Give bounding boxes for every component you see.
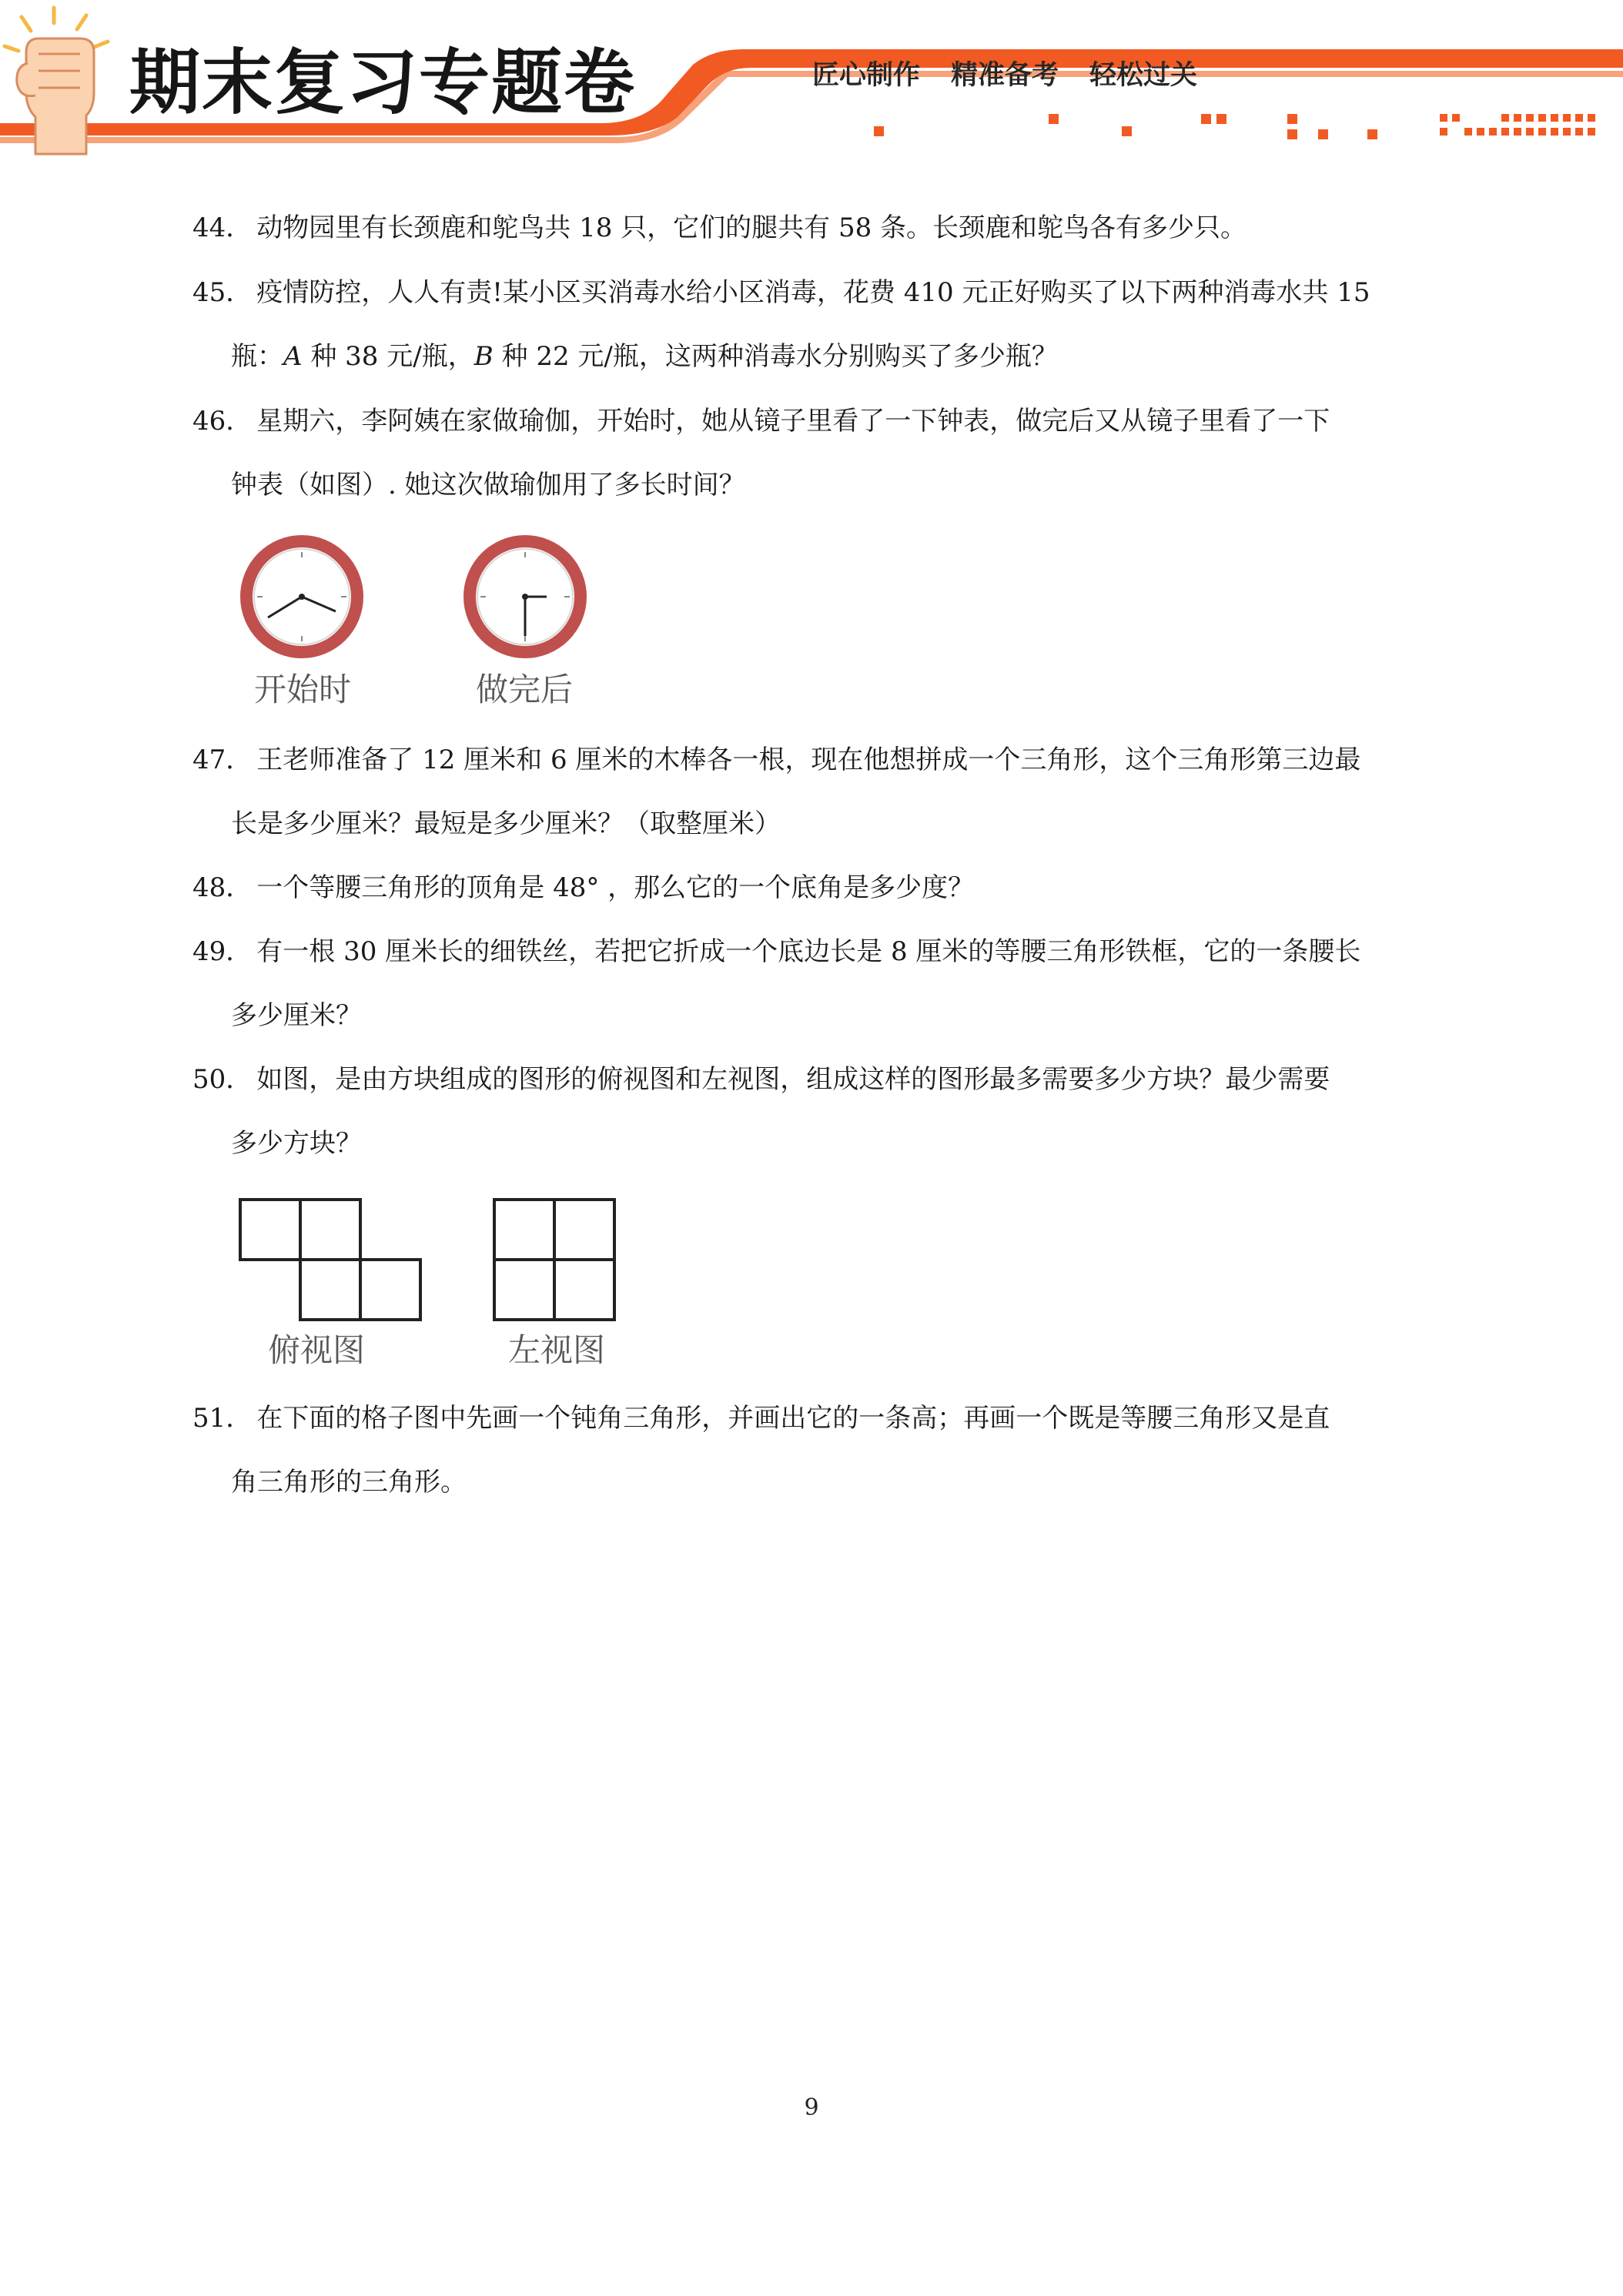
question-number: 49． [192, 936, 253, 967]
variable-b: B [474, 341, 494, 372]
question-50 [192, 1048, 1432, 1112]
question-text: 如图，是由方块组成的图形的俯视图和左视图，组成这样的图形最多需要多少方块？最少需要 [256, 1064, 1330, 1095]
question-text: 钟表（如图）. 她这次做瑜伽用了多长时间？ [231, 470, 745, 500]
question-45 [192, 261, 1432, 325]
top-view-label: 俯视图 [268, 1331, 366, 1369]
question-text: 种 38 元/瓶， [302, 341, 474, 372]
question-49 [192, 920, 1432, 984]
question-text: 动物园里有长颈鹿和鸵鸟共 18 只，它们的腿共有 58 条。长颈鹿和鸵鸟各有多少只。 [256, 213, 1247, 243]
question-50-line-2 [231, 1112, 1432, 1176]
question-text: 多少方块？ [231, 1128, 362, 1159]
header-slogan [812, 54, 1197, 97]
clock-end-icon [454, 531, 608, 670]
question-text: 种 22 元/瓶，这两种消毒水分别购买了多少瓶？ [493, 341, 1058, 372]
question-44 [192, 196, 1432, 260]
question-text: 星期六，李阿姨在家做瑜伽，开始时，她从镜子里看了一下钟表，做完后又从镜子里看了一下 [256, 406, 1330, 437]
clock-end-label: 做完后 [476, 671, 574, 708]
question-text-prefix: 瓶： [231, 341, 283, 372]
question-51-line-2 [231, 1451, 1432, 1514]
question-text: 多少厘米？ [231, 1000, 362, 1031]
slogan-3: 轻松过关 [1089, 59, 1198, 91]
question-number: 44． [192, 213, 253, 243]
question-number: 48． [192, 872, 253, 903]
question-number: 47． [192, 745, 253, 775]
decorative-squares [874, 114, 1595, 139]
page-number: 9 [804, 2094, 819, 2121]
question-number: 46． [192, 406, 253, 437]
variable-a: A [283, 341, 303, 372]
header-title: 期末复习专题卷 [129, 42, 637, 124]
question-45-line-2 [231, 325, 1432, 389]
question-number: 51． [192, 1403, 253, 1434]
clock-start-icon [231, 531, 385, 670]
question-text: 王老师准备了 12 厘米和 6 厘米的木棒各一根，现在他想拼成一个三角形，这个三角形第三边最 [256, 745, 1361, 775]
question-47-line-2 [231, 792, 1432, 856]
question-47 [192, 728, 1432, 792]
question-text: 有一根 30 厘米长的细铁丝，若把它折成一个底边长是 8 厘米的等腰三角形铁框，它的一条腰长 [256, 936, 1361, 967]
left-view-diagram [485, 1192, 624, 1330]
question-text: 在下面的格子图中先画一个钝角三角形，并画出它的一条高；再画一个既是等腰三角形又是直 [256, 1403, 1330, 1434]
clock-start-label: 开始时 [254, 671, 352, 708]
question-49-line-2 [231, 984, 1432, 1048]
question-number: 45． [192, 277, 253, 308]
top-view-diagram [231, 1192, 431, 1330]
question-text: 角三角形的三角形。 [231, 1467, 467, 1498]
question-number: 50． [192, 1064, 253, 1095]
question-48 [192, 856, 1432, 920]
page-header [0, 0, 1623, 169]
question-text: 长是多少厘米？最短是多少厘米？（取整厘米） [231, 808, 781, 839]
question-46-line-2 [231, 454, 1432, 517]
slogan-2: 精准备考 [951, 59, 1059, 91]
slogan-1: 匠心制作 [812, 59, 921, 91]
question-text: 一个等腰三角形的顶角是 48° ，那么它的一个底角是多少度？ [256, 872, 975, 903]
question-text: 疫情防控，人人有责!某小区买消毒水给小区消毒，花费 410 元正好购买了以下两种消毒水共 15 [256, 277, 1370, 308]
left-view-label: 左视图 [508, 1331, 606, 1369]
question-51 [192, 1387, 1432, 1451]
question-46 [192, 390, 1432, 454]
